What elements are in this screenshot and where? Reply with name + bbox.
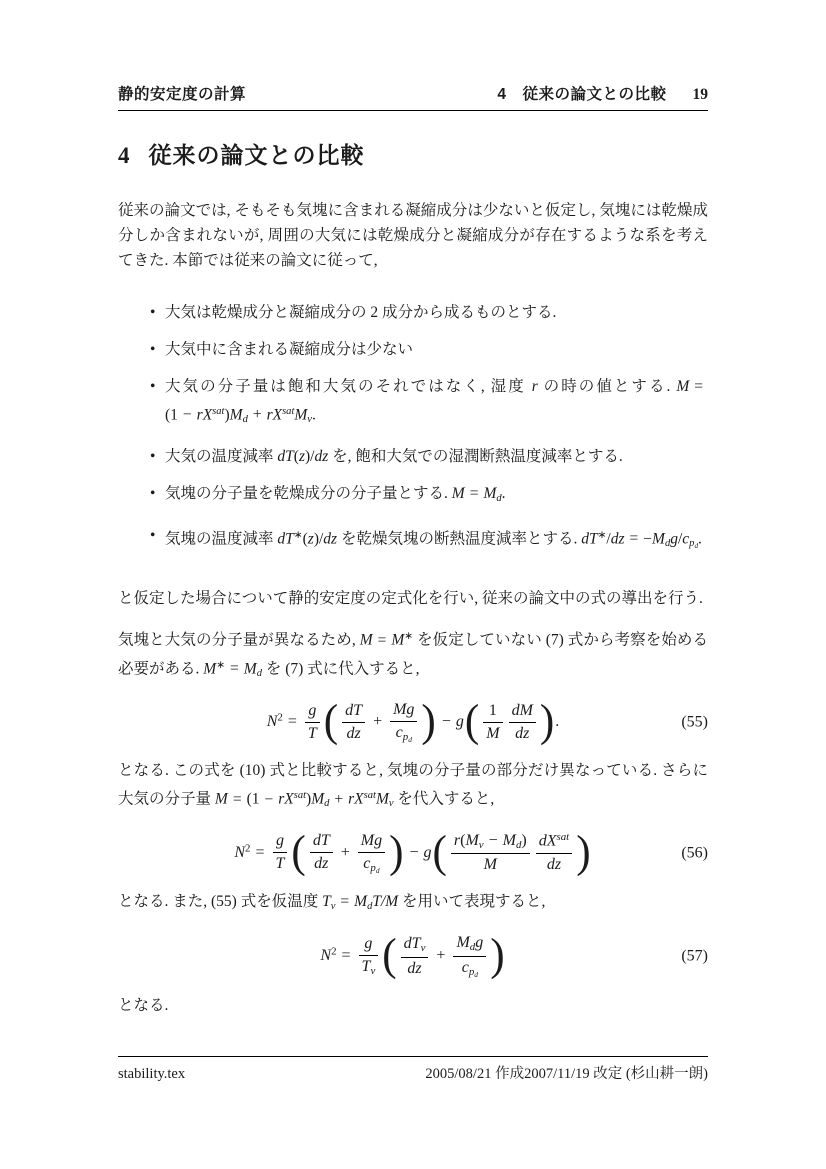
header-document-title: 静的安定度の計算 <box>118 86 247 103</box>
text-token: . <box>501 485 506 503</box>
math-variable: sat <box>363 790 376 802</box>
math-variable: T/M <box>372 893 399 911</box>
equation-55 <box>118 696 708 747</box>
numerator <box>536 831 572 852</box>
text-token: を (7) 式に代入すると, <box>261 659 420 677</box>
list-item <box>150 481 708 511</box>
text-token: ( <box>302 530 308 548</box>
header-rule <box>118 110 708 111</box>
footer-revision-info: 2005/08/21 作成2007/11/19 改定 (杉山耕一朗) <box>425 1066 708 1082</box>
text-token: 気塊の温度減率 <box>165 530 278 548</box>
denominator <box>509 722 536 744</box>
math-variable: M <box>652 530 665 548</box>
equation-body: $N^2$ = $\frac{g}{Tv}$ ( dTv dz + Mdg cpd ) <box>320 931 505 981</box>
subscript <box>370 965 375 977</box>
math-variable: N <box>234 843 246 861</box>
text-token: )/ <box>304 448 315 466</box>
math-variable: p <box>689 538 695 550</box>
math-operator: − <box>264 790 274 808</box>
text-token: を代入すると, <box>393 790 495 808</box>
math-variable: T <box>307 724 317 742</box>
math-variable: M <box>375 790 389 808</box>
text-token: )/ <box>313 530 324 548</box>
text-token: 2 <box>245 842 251 855</box>
math-operator: + <box>340 843 350 861</box>
text-token: となる. この式を (10) 式と比較すると, 気塊の分子量の部分だけ異なっている. さらに大気の分子量 <box>118 762 708 808</box>
subscript <box>403 731 412 743</box>
math-variable: dX <box>538 832 557 850</box>
math-operator: − <box>441 712 451 730</box>
equation-body: $N^2$ = $\frac{g}{T}$ ( $\frac{dT}{dz}$ + Mg cpd ) − g( $\frac{r(Mv - Md)}{M}$ $dX^{sat}$ dz ) <box>234 827 591 878</box>
math-variable: c <box>682 530 690 548</box>
math-variable: M <box>483 856 497 874</box>
numerator <box>509 701 536 722</box>
subscript <box>474 970 478 979</box>
math-operator: + <box>252 406 262 424</box>
math-variable: g <box>670 530 678 548</box>
math-variable: c <box>461 958 469 976</box>
math-variable: dz <box>314 855 329 873</box>
text-token: ) <box>224 406 230 424</box>
header-right-group <box>497 84 708 105</box>
text-token: ) <box>306 790 312 808</box>
footer-filename: stability.tex <box>118 1066 186 1082</box>
fraction <box>453 933 486 979</box>
section-heading <box>118 140 708 171</box>
list-item <box>150 444 708 469</box>
text-token: (1 <box>246 790 260 808</box>
numerator <box>310 831 333 852</box>
denominator <box>273 852 288 874</box>
math-variable: sat <box>212 406 225 417</box>
math-variable: d <box>474 969 478 979</box>
math-operator: + <box>436 947 446 964</box>
math-variable: g <box>364 935 373 953</box>
math-variable: M <box>359 631 373 649</box>
math-variable: z <box>298 448 305 466</box>
header-section-title: 4 従来の論文との比較 <box>497 86 667 103</box>
math-variable: g <box>308 701 317 719</box>
equation-body: $N^2$ = $\frac{g}{T}$ ( $\frac{dT}{dz}$ + Mg cpd ) − g( $\frac{1}{M}$ $\frac{dM}{dz}$ ). <box>266 696 560 747</box>
math-variable: dT <box>581 530 598 548</box>
denominator <box>536 853 572 875</box>
text-token: ( <box>293 448 299 466</box>
math-variable: M <box>502 831 516 849</box>
math-operator: = <box>469 485 479 503</box>
math-variable: dT <box>312 832 330 850</box>
math-variable: dM <box>511 701 533 719</box>
math-variable: M <box>229 406 243 424</box>
footer-rule <box>118 1056 708 1057</box>
numerator <box>401 934 429 957</box>
math-operator: − <box>409 843 419 861</box>
text-token: ∗ <box>597 530 607 542</box>
math-variable: dT <box>403 935 421 953</box>
text-token: を用いて表現すると, <box>398 893 546 911</box>
list-item <box>150 300 708 325</box>
text-token: / <box>677 530 683 548</box>
math-variable: c <box>395 723 403 741</box>
superscript <box>277 711 282 723</box>
denominator <box>358 852 385 876</box>
text-token: (1 <box>165 406 178 424</box>
virtual-temperature-paragraph <box>118 889 708 919</box>
closing-paragraph <box>118 993 708 1018</box>
text-column <box>118 0 708 1031</box>
footer-row <box>118 1062 708 1083</box>
text-token: 大気は乾燥成分と凝縮成分の 2 成分から成るものとする. <box>165 304 557 321</box>
math-variable: c <box>363 854 371 872</box>
numerator <box>342 701 365 722</box>
text-token: となる. <box>118 997 169 1015</box>
math-variable: M <box>294 406 308 424</box>
superscript <box>364 790 376 801</box>
math-operator: = <box>340 893 350 911</box>
page-content <box>118 198 708 1018</box>
math-variable: dT <box>277 530 294 548</box>
math-variable: M <box>486 724 500 742</box>
math-variable: M <box>456 934 470 952</box>
list-item <box>150 523 708 559</box>
math-variable: dz <box>407 959 422 977</box>
math-variable: v <box>330 901 336 913</box>
math-variable: v <box>420 942 426 955</box>
numerator <box>359 934 379 955</box>
section-number: 4 <box>118 143 130 168</box>
numerator <box>453 933 486 956</box>
text-token: を, 飽和大気での湿潤断熱温度減率とする. <box>328 448 623 466</box>
numerator <box>451 831 530 854</box>
math-variable: dT <box>277 448 294 466</box>
fraction <box>451 831 530 876</box>
page-footer <box>118 1056 708 1083</box>
math-variable: d <box>408 734 412 744</box>
math-variable: rX <box>266 406 283 424</box>
denominator <box>342 722 365 744</box>
text-token: . <box>555 712 560 730</box>
subscript <box>408 735 412 744</box>
math-operator: + <box>334 790 344 808</box>
math-operator: = <box>232 790 242 808</box>
text-token: ∗ <box>216 659 226 671</box>
fraction <box>342 701 365 744</box>
fraction <box>359 934 379 979</box>
text-token: 2 <box>331 945 337 958</box>
fraction <box>390 700 417 745</box>
math-variable: r <box>531 378 538 395</box>
superscript <box>282 406 294 417</box>
math-variable: p <box>468 965 475 978</box>
math-variable: dT <box>345 701 363 719</box>
math-variable: M <box>676 378 690 395</box>
subscript <box>689 538 698 549</box>
math-variable: d <box>256 667 262 679</box>
math-variable: rX <box>196 406 213 424</box>
math-variable: v <box>388 798 394 810</box>
math-variable: sat <box>556 831 570 844</box>
math-variable: g <box>275 832 284 850</box>
text-token: . <box>311 406 316 424</box>
equation-number: (56) <box>681 844 708 862</box>
math-variable: T <box>361 958 371 976</box>
math-variable: N <box>320 947 332 964</box>
fraction <box>305 701 320 744</box>
denominator <box>305 722 320 744</box>
text-token: 気塊の分子量を乾燥成分の分子量とする. <box>165 485 452 503</box>
text-token: 従来の論文では, そもそも気塊に含まれる凝縮成分は少ないと仮定し, 気塊には乾燥成分しか含まれないが, 周囲の大気には乾燥成分と凝縮成分が存在するような系を考えてきた. 本節では従来の論文に従って, <box>118 202 708 269</box>
math-variable: p <box>402 730 409 743</box>
denominator <box>401 957 429 979</box>
text-token: 1 <box>488 701 497 719</box>
math-variable: p <box>370 861 376 874</box>
math-variable: sat <box>293 790 307 802</box>
text-token: ∗ <box>404 631 414 643</box>
math-variable: dz <box>610 530 625 548</box>
math-operator: = <box>377 631 387 649</box>
text-token: を乾燥気塊の断熱温度減率とする. <box>337 530 582 548</box>
text-token: / <box>606 530 611 548</box>
section-title: 従来の論文との比較 <box>148 142 365 168</box>
equation-57 <box>118 933 708 979</box>
math-variable: T <box>275 855 285 873</box>
math-variable: d <box>375 865 380 875</box>
math-variable: g <box>423 843 432 861</box>
math-variable: rX <box>278 790 294 808</box>
math-variable: v <box>478 838 484 851</box>
math-variable: M <box>483 485 497 503</box>
subscript <box>421 942 426 954</box>
text-token: 気塊と大気の分子量が異なるため, <box>118 631 360 649</box>
math-operator: = <box>255 843 265 861</box>
derivation-intro-paragraph <box>118 624 708 685</box>
math-variable: g <box>455 712 464 730</box>
math-variable: d <box>664 538 671 550</box>
numerator <box>483 701 502 722</box>
math-variable: dz <box>314 448 329 466</box>
list-item <box>150 337 708 362</box>
assumption-list <box>118 300 708 559</box>
math-operator: − <box>488 831 498 849</box>
math-variable: g <box>475 934 484 952</box>
denominator <box>453 956 486 980</box>
subscript <box>469 966 478 978</box>
subscript <box>370 862 379 874</box>
math-variable: d <box>242 414 248 426</box>
text-token: . <box>698 530 702 548</box>
superscript <box>294 790 306 801</box>
equation-number: (57) <box>681 947 708 965</box>
numerator <box>358 831 385 852</box>
math-variable: d <box>694 542 699 551</box>
math-variable: dz <box>323 530 338 548</box>
math-variable: dz <box>546 855 562 873</box>
superscript <box>212 406 224 417</box>
text-token: 大気の温度減率 <box>165 448 278 466</box>
fraction <box>310 831 333 874</box>
superscript <box>557 831 570 843</box>
text-token: となる. また, (55) 式を仮温度 <box>118 893 323 911</box>
subscript <box>479 839 484 851</box>
text-token: 2 <box>277 711 283 724</box>
math-operator: − <box>182 406 192 424</box>
math-operator: = <box>230 659 239 677</box>
subscript <box>376 866 380 875</box>
math-operator: + <box>373 712 383 730</box>
math-variable: v <box>307 414 312 426</box>
math-variable: d <box>324 798 330 810</box>
superscript <box>294 530 303 541</box>
header-page-number: 19 <box>692 86 708 103</box>
denominator <box>310 852 333 874</box>
denominator <box>483 722 502 744</box>
denominator <box>451 853 530 875</box>
list-item <box>150 374 708 432</box>
math-variable: M <box>354 893 368 911</box>
math-variable: d <box>496 493 502 505</box>
equation-56 <box>118 827 708 878</box>
text-token: の時の値とする. <box>537 378 677 395</box>
text-token: ( <box>460 831 466 849</box>
intro-paragraph <box>118 198 708 273</box>
math-variable: N <box>266 712 278 730</box>
denominator <box>390 721 417 745</box>
math-variable: d <box>367 901 373 913</box>
formulation-paragraph <box>118 586 708 611</box>
math-operator: = <box>629 530 639 548</box>
math-variable: M <box>243 659 257 677</box>
text-token: ∗ <box>293 530 303 542</box>
page-header <box>118 84 708 105</box>
math-variable: M <box>391 631 405 649</box>
math-operator: = <box>287 712 297 730</box>
math-variable: r <box>453 831 461 849</box>
text-token: と仮定した場合について静的安定度の定式化を行い, 従来の論文中の式の導出を行う. <box>118 590 703 608</box>
numerator <box>273 831 288 852</box>
math-variable: sat <box>282 406 295 417</box>
math-variable: dz <box>346 724 361 742</box>
text-token: − <box>643 530 653 548</box>
text-token: 大気中に含まれる凝縮成分は少ない <box>165 341 414 358</box>
math-operator: = <box>694 378 703 395</box>
math-variable: M <box>214 790 228 808</box>
text-token: ) <box>521 831 527 849</box>
fraction <box>401 934 429 979</box>
fraction <box>536 831 572 874</box>
fraction <box>509 701 536 744</box>
math-variable: M <box>451 485 465 503</box>
math-variable: z <box>307 530 314 548</box>
text-token: 大気の分子量は飽和大気のそれではなく, 湿度 <box>165 378 532 395</box>
superscript <box>404 631 413 642</box>
math-variable: M <box>203 659 217 677</box>
math-variable: dz <box>515 724 530 742</box>
superscript <box>216 660 225 671</box>
math-variable: T <box>322 893 331 911</box>
math-variable: M <box>465 831 479 849</box>
math-operator: = <box>341 947 351 964</box>
math-variable: Mg <box>393 700 415 718</box>
comparison-paragraph <box>118 758 708 816</box>
math-variable: v <box>370 965 376 978</box>
fraction <box>483 701 502 744</box>
numerator <box>390 700 417 721</box>
math-variable: Mg <box>360 831 383 849</box>
fraction <box>273 831 288 874</box>
math-variable: M <box>311 790 325 808</box>
numerator <box>305 701 320 722</box>
math-variable: rX <box>348 790 364 808</box>
fraction <box>358 831 385 876</box>
denominator <box>359 955 379 979</box>
text-token: を仮定していない (7) 式から考察を始める必要がある. <box>118 631 708 677</box>
math-variable: d <box>515 838 522 851</box>
superscript <box>331 946 336 958</box>
equation-number: (55) <box>681 713 708 731</box>
math-variable: d <box>469 941 476 954</box>
